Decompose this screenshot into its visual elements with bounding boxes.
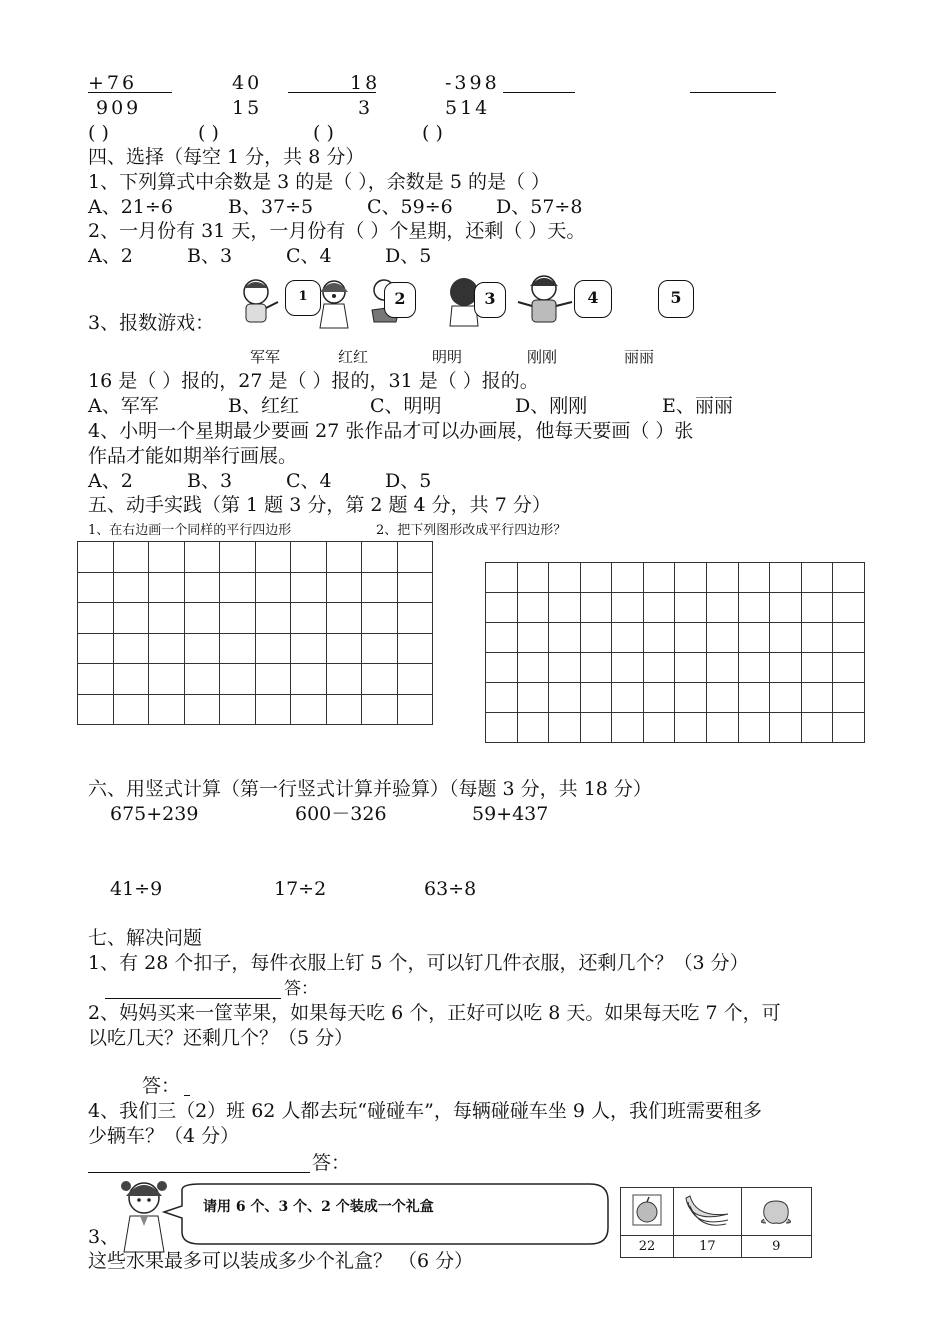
peach-count: 9 xyxy=(741,1236,811,1258)
calc-4-line xyxy=(503,92,575,93)
banana-icon xyxy=(682,1192,732,1228)
peach-icon xyxy=(756,1193,796,1227)
drawing-grid-1[interactable] xyxy=(77,541,433,725)
s4-q2: 2、一月份有 31 天，一月份有（ ）个星期，还剩（ ）天。 xyxy=(88,220,586,242)
s4-q3-line: 16 是（ ）报的，27 是（ ）报的，31 是（ ）报的。 xyxy=(88,370,539,392)
s4-q2-opt-c[interactable]: C、4 xyxy=(286,245,332,267)
s4-q2-opt-d[interactable]: D、5 xyxy=(385,245,432,267)
calc-1-bottom: 909 xyxy=(96,97,142,119)
s5-sub2: 2、把下列图形改成平行四边形？ xyxy=(376,523,567,538)
calc-41-9: 41÷9 xyxy=(110,878,163,900)
s7-q4-line1: 4、我们三（2）班 62 人都去玩“碰碰车”，每辆碰碰车坐 9 人，我们班需要租多 xyxy=(88,1100,763,1122)
calc-1-line xyxy=(88,92,172,93)
s7-q4-answer-label: 答： xyxy=(312,1152,351,1174)
paren-2[interactable]: ( ) xyxy=(198,122,219,144)
s7-q1-answer-label: 答： xyxy=(284,979,318,999)
s4-q4-opt-b[interactable]: B、3 xyxy=(187,470,233,492)
banana-cell xyxy=(674,1188,742,1236)
s4-q2-opt-b[interactable]: B、3 xyxy=(187,245,233,267)
calc-59-437: 59+437 xyxy=(472,803,549,825)
section-4-heading: 四、选择（每空 1 分，共 8 分） xyxy=(88,146,365,168)
s4-q3-opt-e[interactable]: E、丽丽 xyxy=(662,395,733,417)
apple-count: 22 xyxy=(621,1236,674,1258)
calc-2-bottom: 15 xyxy=(232,97,263,119)
name-lili: 丽丽 xyxy=(624,348,655,366)
section-7-heading: 七、解决问题 xyxy=(88,927,203,949)
paren-1[interactable]: ( ) xyxy=(88,122,109,144)
calc-600-326: 600－326 xyxy=(295,803,387,825)
s4-q2-opt-a[interactable]: A、2 xyxy=(88,245,133,267)
bubble-5: 5 xyxy=(658,280,694,318)
bubble-4: 4 xyxy=(574,280,612,318)
fruit-table xyxy=(620,1187,812,1258)
s4-q4-opt-c[interactable]: C、4 xyxy=(286,470,332,492)
bubble-1: 1 xyxy=(285,280,321,316)
calc-675-239: 675+239 xyxy=(110,803,199,825)
child-honghong-icon xyxy=(314,274,356,332)
s4-q1-opt-b[interactable]: B、37÷5 xyxy=(228,196,314,218)
s7-q3-question: 这些水果最多可以装成多少个礼盒？ （6 分） xyxy=(88,1250,474,1272)
name-junjun: 军军 xyxy=(250,348,281,366)
calc-4-bottom: 514 xyxy=(445,97,491,119)
s7-q4-line2: 少辆车？（4 分） xyxy=(88,1125,240,1147)
s5-sub1: 1、在右边画一个同样的平行四边形 xyxy=(88,523,292,538)
calc-4-top: -398 xyxy=(445,72,500,94)
s4-q3-opt-c[interactable]: C、明明 xyxy=(370,395,442,417)
s7-q4-answer-line[interactable] xyxy=(88,1172,310,1173)
bubble-3: 3 xyxy=(474,282,506,318)
paren-3[interactable]: ( ) xyxy=(313,122,334,144)
s4-q1-opt-c[interactable]: C、59÷6 xyxy=(367,196,453,218)
gift-box-instruction: 请用 6 个、3 个、2 个装成一个礼盒 xyxy=(203,1199,434,1215)
calc-3-bottom: 3 xyxy=(358,97,374,119)
s4-q4-line2: 作品才能如期举行画展。 xyxy=(88,445,298,467)
s4-q1: 1、下列算式中余数是 3 的是（ ），余数是 5 的是（ ） xyxy=(88,171,551,193)
calc-3-top: 18 xyxy=(350,72,381,94)
s7-q2-answer-label: 答： xyxy=(142,1075,181,1097)
s7-q1: 1、有 28 个扣子，每件衣服上钉 5 个，可以钉几件衣服，还剩几个？（3 分） xyxy=(88,952,749,974)
calc-2-top: 40 xyxy=(232,72,263,94)
calc-1-top: +76 xyxy=(88,72,138,94)
s4-q4-opt-d[interactable]: D、5 xyxy=(385,470,432,492)
apple-cell xyxy=(621,1188,674,1236)
s4-q4-line1: 4、小明一个星期最少要画 27 张作品才可以办画展，他每天要画（ ）张 xyxy=(88,420,694,442)
calc-5-line xyxy=(690,92,776,93)
name-ganggang: 刚刚 xyxy=(527,348,558,366)
s7-q1-answer-line[interactable] xyxy=(105,998,281,999)
bubble-2: 2 xyxy=(384,282,416,318)
s4-q3-opt-d[interactable]: D、刚刚 xyxy=(515,395,588,417)
s4-q3-opt-a[interactable]: A、军军 xyxy=(88,395,159,417)
name-mingming: 明明 xyxy=(432,348,463,366)
section-6-heading: 六、用竖式计算（第一行竖式计算并验算）（每题 3 分，共 18 分） xyxy=(88,778,652,800)
section-5-heading: 五、动手实践（第 1 题 3 分，第 2 题 4 分，共 7 分） xyxy=(88,494,551,516)
s4-q4-opt-a[interactable]: A、2 xyxy=(88,470,133,492)
banana-count: 17 xyxy=(674,1236,742,1258)
s4-q3-label: 3、报数游戏： xyxy=(88,312,215,334)
child-junjun-icon xyxy=(232,276,282,332)
s4-q1-opt-d[interactable]: D、57÷8 xyxy=(496,196,583,218)
s4-q3-opt-b[interactable]: B、红红 xyxy=(228,395,299,417)
drawing-grid-2[interactable] xyxy=(485,562,865,743)
calc-17-2: 17÷2 xyxy=(274,878,327,900)
s7-q2-line1: 2、妈妈买来一筐苹果，如果每天吃 6 个，正好可以吃 8 天。如果每天吃 7 个，可 xyxy=(88,1002,781,1024)
apple-icon xyxy=(632,1194,662,1226)
paren-4[interactable]: ( ) xyxy=(422,122,443,144)
s4-q1-opt-a[interactable]: A、21÷6 xyxy=(88,196,173,218)
s7-q2-answer-line[interactable] xyxy=(184,1095,190,1096)
calc-63-8: 63÷8 xyxy=(424,878,477,900)
peach-cell xyxy=(741,1188,811,1236)
s7-q3-label: 3、 xyxy=(88,1226,120,1248)
s7-q2-line2: 以吃几天？还剩几个？（5 分） xyxy=(88,1027,354,1049)
child-lili-icon xyxy=(514,272,576,330)
name-honghong: 红红 xyxy=(338,348,369,366)
